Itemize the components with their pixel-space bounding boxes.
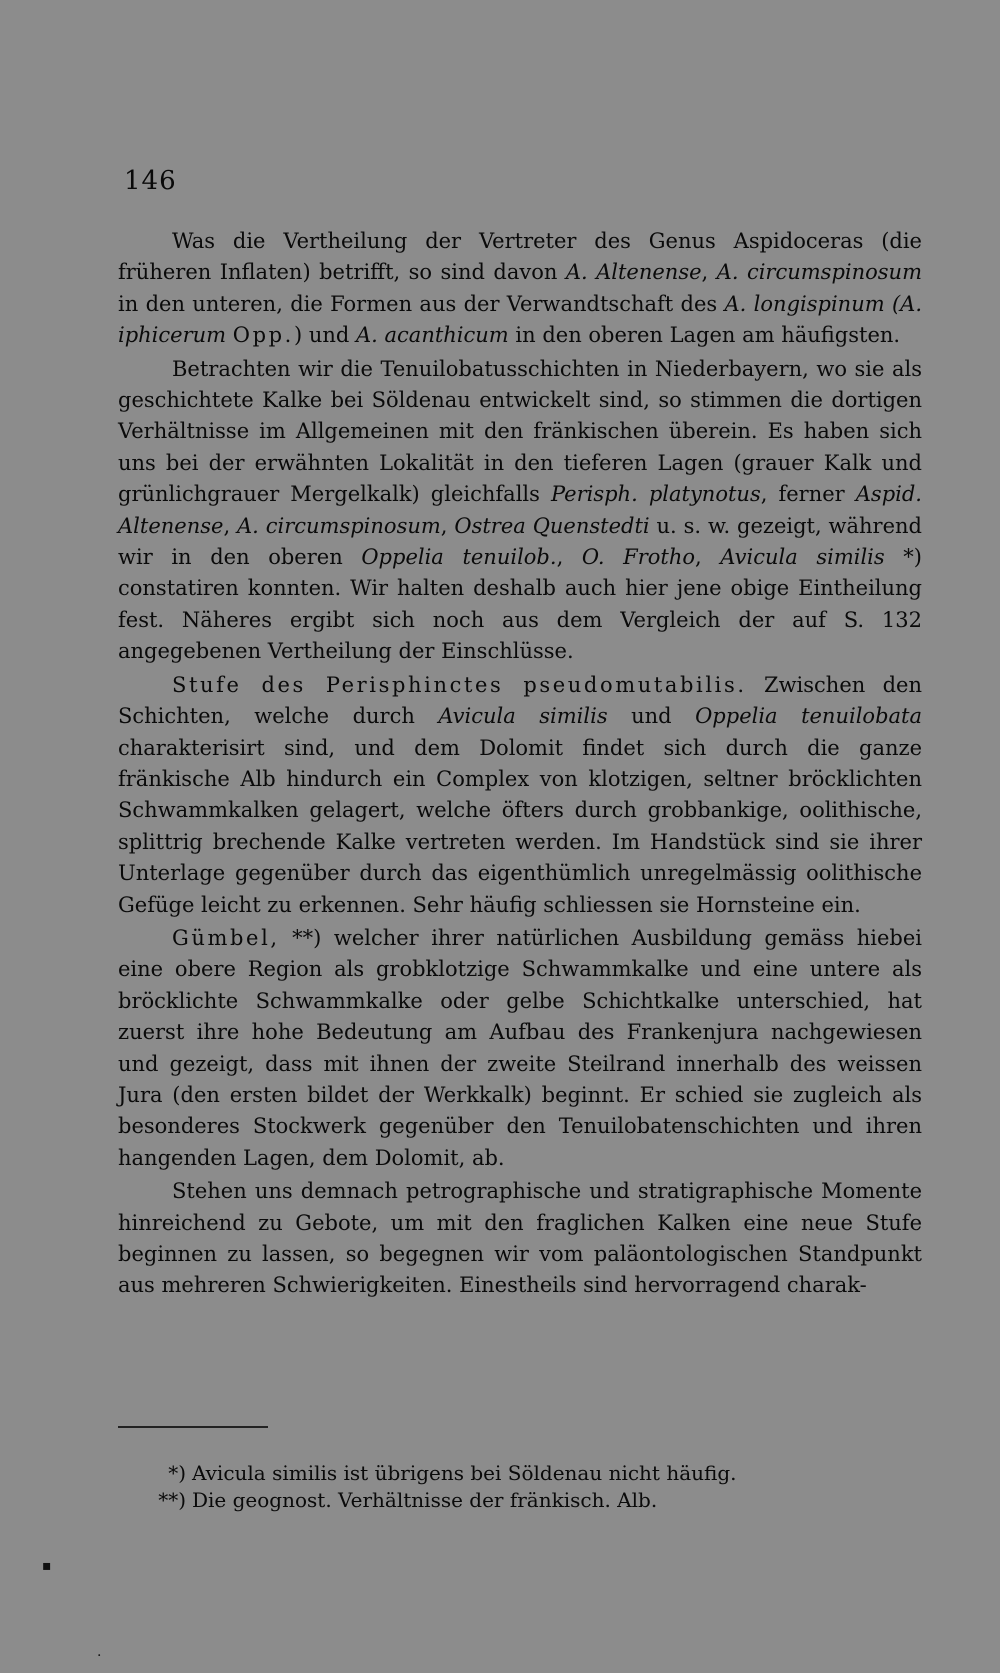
text-run: Stehen uns demnach petrographische und stratigraphische Momente hinreichend zu Gebote, um mit den fraglichen Kalken eine neue Stufe beginnen zu lassen, so begegnen wir vom paläontologischen Standpunkt aus mehreren Schwierigkeiten. Einestheils sind hervorragend charak- <box>118 1179 922 1298</box>
italic-term: A. circumspinosum <box>237 513 441 538</box>
italic-term: A. Altenense <box>565 260 702 285</box>
paragraph-guembel <box>118 923 922 1174</box>
footnote-text: Die geognost. Verhältnisse der fränkisch. Alb. <box>192 1488 658 1512</box>
italic-term: A. longispinum (A. iphicerum <box>118 291 922 348</box>
footnote-marker: *) <box>168 1461 186 1485</box>
text-run: u. s. w. gezeigt, während wir in den oberen <box>118 513 922 570</box>
italic-term: A. circumspinosum <box>716 260 922 285</box>
text-run: , <box>695 545 721 570</box>
text-run: *) constatiren konnten. Wir halten deshalb auch hier jene obige Eintheilung fest. Näheres ergibt sich noch aus dem Vergleich der auf S. 132 angegebenen Vertheilung der Einschlüsse. <box>118 545 922 664</box>
italic-term: Oppelia tenuilobata <box>695 704 922 729</box>
italic-term: Oppelia tenuilob. <box>361 545 557 570</box>
spaced-term: Gümbel, <box>172 925 280 950</box>
footnotes <box>154 1460 854 1514</box>
text-run: Betrachten wir die Tenuilobatusschichten in Niederbayern, wo sie als geschichtete Kalke bei Söldenau entwickelt sind, so stimmen die dortigen Verhältnisse im Allgemeinen mit den fränkischen überein. Es haben sich uns bei der erwähnten Lokalität in den tieferen Lagen (grauer Kalk und grünlichgrauer Mergelkalk) gleichfalls <box>118 356 922 507</box>
text-run: , <box>701 260 717 285</box>
text-run <box>226 323 233 347</box>
footnote-marker: **) <box>158 1488 186 1512</box>
text-run: und <box>607 704 696 729</box>
scan-speck: ▪ <box>42 1558 52 1574</box>
text-run: ) und <box>293 323 356 348</box>
body-text <box>118 226 922 1302</box>
spaced-term: Stufe des Perisphinctes pseudomutabilis. <box>172 672 747 697</box>
italic-term: Aspid. Altenense <box>118 482 922 538</box>
text-run: Zwischen den Schichten, welche durch <box>118 672 923 729</box>
paragraph-palaeontology <box>118 1176 922 1302</box>
text-run: , ferner <box>760 482 856 507</box>
paragraph-aspidoceras <box>118 226 922 352</box>
paragraph-niederbayern <box>118 354 922 668</box>
text-run: in den oberen Lagen am häufigsten. <box>508 323 901 348</box>
italic-term: A. acanthicum <box>356 323 509 348</box>
spaced-term: Opp. <box>232 323 294 348</box>
italic-term: Avicula similis <box>720 545 885 570</box>
text-run: , <box>556 545 582 570</box>
footnote-text: Avicula similis ist übrigens bei Söldenau nicht häufig. <box>192 1461 737 1485</box>
paragraph-pseudomutabilis <box>118 670 922 921</box>
page-number: 146 <box>124 166 177 196</box>
footnote-divider <box>118 1426 268 1428</box>
text-run: , <box>223 513 238 538</box>
text-run: **) welcher ihrer natürlichen Ausbildung gemäss hiebei eine obere Region als grobklotzige Schwammkalke und eine untere als bröcklichte Schwammkalke oder gelbe Schichtkalke unterschied, hat zuerst ihre hohe Bedeutung am Aufbau des Frankenjura nachgewiesen und gezeigt, dass mit ihnen der zweite Steilrand innerhalb des weissen Jura (den ersten bildet der Werkkalk) beginnt. Er schied sie zugleich als besonderes Stockwerk gegenüber den Tenuilobatenschichten und ihren hangenden Lagen, dem Dolomit, ab. <box>118 925 922 1170</box>
italic-term: Ostrea Quenstedti <box>454 513 650 538</box>
italic-term: O. Frotho <box>581 545 695 570</box>
footnote <box>154 1460 854 1487</box>
scan-speck: · <box>97 1648 102 1664</box>
italic-term: Perisph. platynotus <box>550 482 761 507</box>
footnote <box>154 1487 854 1514</box>
text-run: in den unteren, die Formen aus der Verwandtschaft des <box>118 291 725 316</box>
italic-term: Avicula similis <box>438 704 608 729</box>
text-run: charakterisirt sind, und dem Dolomit findet sich durch die ganze fränkische Alb hindurch ein Complex von klotzigen, seltner bröcklichten Schwammkalken gelagert, welche öfters durch grobbankige, oolithische, splittrig brechende Kalke vertreten werden. Im Handstück sind sie ihrer Unterlage gegenüber durch das eigenthümlich unregelmässig oolithische Gefüge leicht zu erkennen. Sehr häufig schliessen sie Hornsteine ein. <box>118 735 922 917</box>
text-run: , <box>440 513 455 538</box>
text-run: Was die Vertheilung der Vertreter des Genus Aspidoceras (die früheren Inflaten) betrifft, so sind davon <box>118 229 922 285</box>
